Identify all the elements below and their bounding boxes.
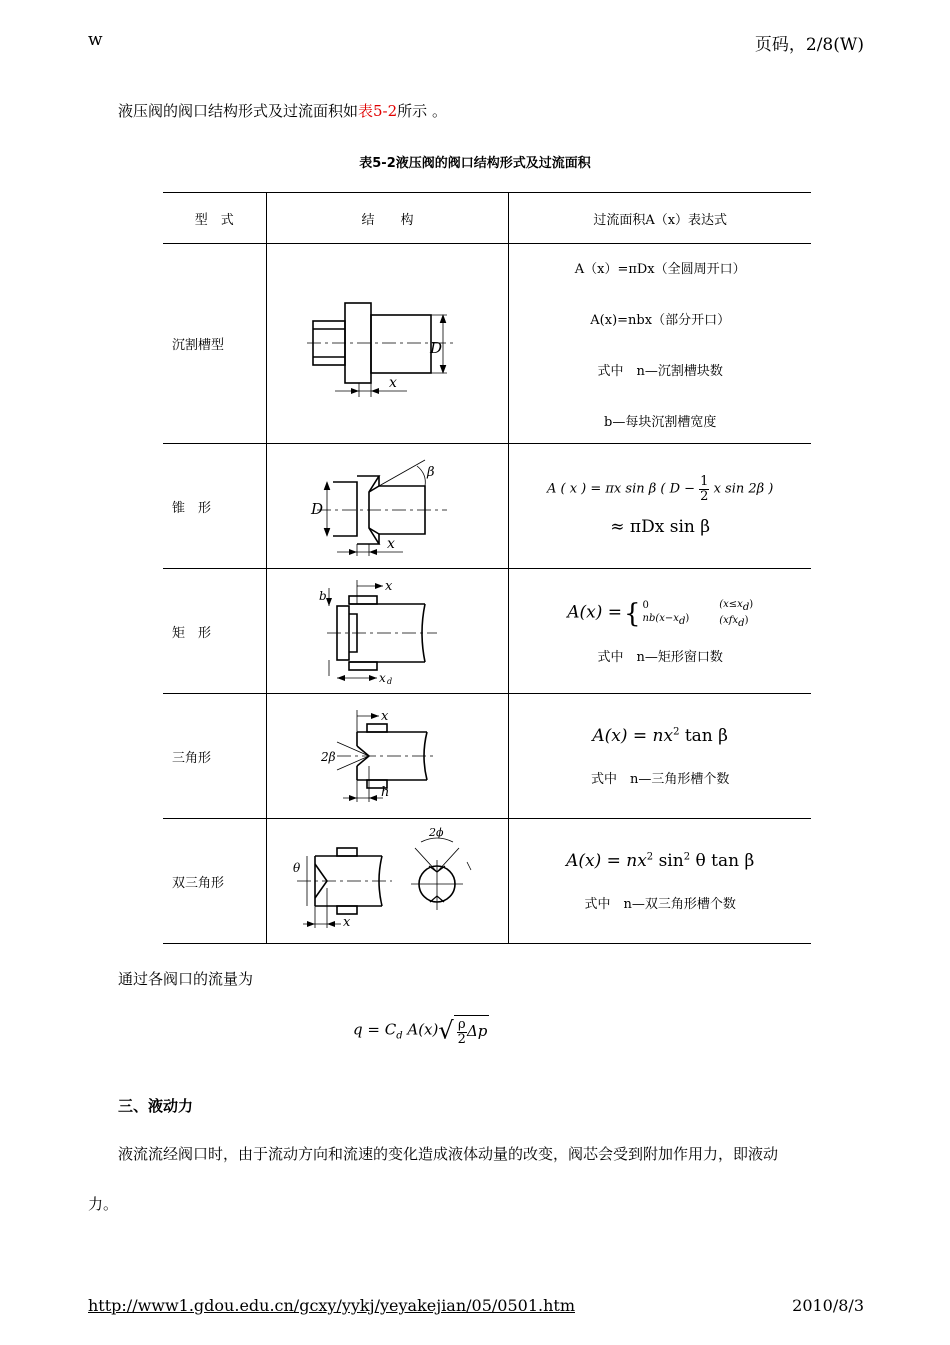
- formula-cell: [509, 819, 811, 944]
- width-b-label: b: [319, 589, 328, 603]
- row-type: 双三角形: [163, 819, 266, 944]
- angle-2phi-label: 2ϕ: [429, 826, 444, 839]
- formula-cell: [509, 694, 811, 819]
- diameter-label: D: [311, 500, 324, 518]
- header-structure: 结 构: [266, 193, 509, 244]
- xd-sub-label: d: [387, 677, 393, 686]
- table-row: [163, 569, 811, 694]
- table-row: [163, 819, 811, 944]
- body-paragraph-line2: 力。: [88, 1195, 119, 1213]
- table-caption: 表5-2液压阀的阀口结构形式及过流面积: [359, 156, 591, 171]
- rectangular-window-diagram: [317, 576, 457, 686]
- body-paragraph-line1: 液流流经阀口时，由于流动方向和流速的变化造成液体动量的改变，阀芯会受到附加作用力，即液动: [118, 1145, 779, 1163]
- formula-cone-approx: ≈ πDx sin β: [610, 517, 711, 538]
- xd-label: x: [379, 671, 387, 685]
- undercut-groove-diagram: [307, 279, 467, 409]
- opening-x-label: x: [389, 374, 398, 391]
- opening-x-label: x: [343, 915, 351, 930]
- row-type: 三角形: [163, 694, 266, 819]
- formula-triangle: $A(x) = nx^2$ tan β: [592, 725, 728, 746]
- intro-text: 液压阀的阀口结构形式及过流面积如: [118, 102, 359, 120]
- formula-cell: [509, 244, 811, 444]
- opening-x-label: x: [387, 536, 396, 552]
- depth-h-label: h: [381, 785, 390, 800]
- row-type: 锥 形: [163, 444, 266, 569]
- angle-beta-label: β: [427, 465, 435, 480]
- intro-paragraph: [118, 102, 447, 120]
- row-type: 沉割槽型: [163, 244, 266, 444]
- structure-cell: [266, 244, 509, 444]
- flow-equation: $q = C_d$ A(x)√ $\frac{\rho}{2}$ Δp: [353, 1016, 488, 1047]
- angle-theta-label: θ: [293, 861, 301, 875]
- angle-2beta-label: 2β: [321, 750, 337, 764]
- formula-note-n: 式中 n—双三角形槽个数: [584, 896, 736, 912]
- formula-note-n: 式中 n—三角形槽个数: [590, 771, 730, 787]
- formula-rect: A(x) ={ 0 $nb(x-x_d)(x\le x_d)$ (xfx$_d$): [567, 598, 754, 629]
- header-area: 过流面积A（x）表达式: [509, 193, 811, 244]
- valve-orifice-table: [163, 192, 811, 944]
- triangular-groove-diagram: [317, 706, 457, 806]
- structure-cell: [266, 819, 509, 944]
- formula-note-b: b—每块沉割槽宽度: [604, 414, 717, 430]
- footer-date: 2010/8/3: [792, 1296, 864, 1315]
- cone-valve-diagram: [307, 456, 467, 556]
- table-row: [163, 694, 811, 819]
- structure-cell: [266, 444, 509, 569]
- diameter-label: D: [430, 338, 443, 357]
- table-link[interactable]: 表5-2: [358, 102, 398, 120]
- formula-cone-exact: A ( x ) = πx sin β ( D − $\frac{1}{2}$ x sin 2β ): [546, 473, 774, 504]
- header-type: 型 式: [163, 193, 266, 244]
- formula-cell: [509, 569, 811, 694]
- structure-cell: [266, 569, 509, 694]
- formula-note-n: 式中 n—矩形窗口数: [597, 649, 723, 665]
- flow-intro-text: 通过各阀口的流量为: [118, 970, 254, 988]
- structure-cell: [266, 694, 509, 819]
- table-row: [163, 244, 811, 444]
- section-heading: 三、液动力: [118, 1097, 194, 1115]
- formula-double-triangle: $A(x) = nx^2$ $\sin^2 \theta$ tan β: [566, 850, 755, 871]
- table-row: [163, 444, 811, 569]
- page-header-left: w: [88, 30, 103, 50]
- page-header-right: 页码，2/8(W): [754, 35, 864, 55]
- double-triangle-diagram: [287, 826, 487, 936]
- stroke-x-label: x: [381, 709, 389, 724]
- intro-text-end: 所示 。: [397, 102, 447, 120]
- formula-partial: A(x)=nbx（部分开口）: [590, 312, 731, 328]
- formula-cell: [509, 444, 811, 569]
- table-header-row: [163, 193, 811, 244]
- formula-full-circle: A（x）=πDx（全圆周开口）: [574, 261, 746, 277]
- footer-url-link[interactable]: http://www1.gdou.edu.cn/gcxy/yykj/yeyakejian/05/0501.htm: [88, 1296, 575, 1315]
- row-type: 矩 形: [163, 569, 266, 694]
- stroke-x-label: x: [385, 579, 393, 594]
- formula-note-n: 式中 n—沉割槽块数: [597, 363, 723, 379]
